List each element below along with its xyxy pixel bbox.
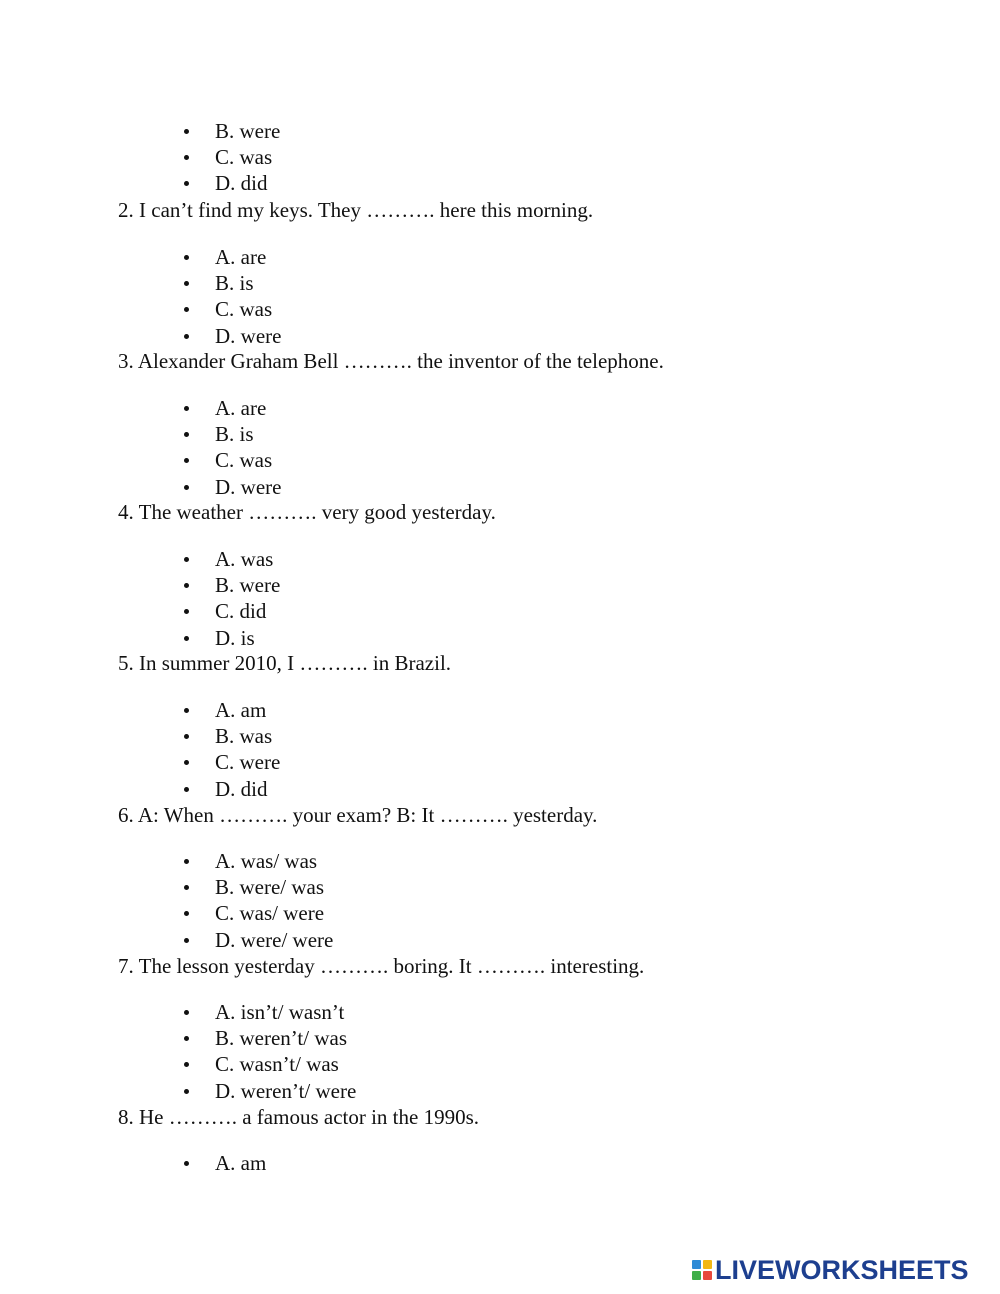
option-text: B. were <box>215 119 281 143</box>
question-2-text: 2. I can’t find my keys. They ………. here this morning. <box>118 198 594 222</box>
bullet-icon <box>184 129 189 134</box>
bullet-icon <box>184 1010 189 1015</box>
option-text: C. was <box>215 297 273 322</box>
bullet-icon <box>184 281 189 286</box>
bullet-icon <box>184 1062 189 1067</box>
option-text: C. was <box>215 145 273 170</box>
option-text: A. are <box>215 396 267 420</box>
option-text: A. am <box>215 1151 267 1175</box>
bullet-icon <box>184 859 189 864</box>
bullet-icon <box>184 557 189 562</box>
bullet-icon <box>184 708 189 713</box>
bullet-icon <box>184 406 189 411</box>
option-text: D. were <box>215 474 282 499</box>
question-3-text: 3. Alexander Graham Bell ………. the inventor of the telephone. <box>118 349 664 373</box>
bullet-icon <box>184 155 189 160</box>
bullet-icon <box>184 911 189 916</box>
option-text: B. weren’t/ was <box>215 1026 347 1051</box>
bullet-icon <box>184 734 189 739</box>
bullet-icon <box>184 609 189 614</box>
option-text: B. is <box>215 271 254 296</box>
bullet-icon <box>184 307 189 312</box>
logo-square <box>703 1260 712 1269</box>
bullet-icon <box>184 334 189 339</box>
liveworksheets-logo[interactable] <box>692 1255 969 1285</box>
option-text: D. were <box>215 323 282 348</box>
bullet-icon <box>184 636 189 641</box>
option-text: A. was <box>215 547 274 571</box>
bullet-icon <box>184 432 189 437</box>
option-text: D. did <box>215 776 268 801</box>
question-5-text: 5. In summer 2010, I ………. in Brazil. <box>118 651 452 675</box>
option-text: D. were/ were <box>215 927 334 952</box>
question-4-text: 4. The weather ………. very good yesterday. <box>118 500 496 524</box>
bullet-icon <box>184 760 189 765</box>
bullet-icon <box>184 181 189 186</box>
option-text: D. weren’t/ were <box>215 1078 357 1103</box>
option-text: D. is <box>215 625 255 650</box>
option-text: A. are <box>215 245 267 269</box>
option-text: C. wasn’t/ was <box>215 1052 339 1077</box>
option-text: A. isn’t/ wasn’t <box>215 1000 345 1024</box>
question-7-text: 7. The lesson yesterday ………. boring. It ………. interesting. <box>118 954 645 978</box>
option-text: C. was/ were <box>215 901 325 926</box>
option-text: A. was/ was <box>215 849 318 873</box>
option-text: D. did <box>215 171 268 196</box>
logo-square <box>692 1260 701 1269</box>
option-text: A. am <box>215 698 267 722</box>
option-text: C. were <box>215 750 281 775</box>
option-text: C. was <box>215 448 273 473</box>
logo-square <box>692 1271 701 1280</box>
logo-square <box>703 1271 712 1280</box>
option-text: B. was <box>215 724 273 749</box>
bullet-icon <box>184 485 189 490</box>
option-text: B. were/ was <box>215 875 325 900</box>
bullet-icon <box>184 583 189 588</box>
option-text: B. were <box>215 573 281 598</box>
bullet-icon <box>184 1089 189 1094</box>
logo-text: LIVEWORKSHEETS <box>715 1255 969 1285</box>
bullet-icon <box>184 885 189 890</box>
option-text: B. is <box>215 422 254 447</box>
bullet-icon <box>184 1161 189 1166</box>
bullet-icon <box>184 1036 189 1041</box>
bullet-icon <box>184 458 189 463</box>
bullet-icon <box>184 938 189 943</box>
question-8-text: 8. He ………. a famous actor in the 1990s. <box>118 1105 480 1129</box>
question-6-text: 6. A: When ………. your exam? B: It ………. yesterday. <box>118 803 598 827</box>
bullet-icon <box>184 255 189 260</box>
bullet-icon <box>184 787 189 792</box>
option-text: C. did <box>215 599 267 624</box>
liveworksheets-logo-icon <box>692 1260 712 1280</box>
